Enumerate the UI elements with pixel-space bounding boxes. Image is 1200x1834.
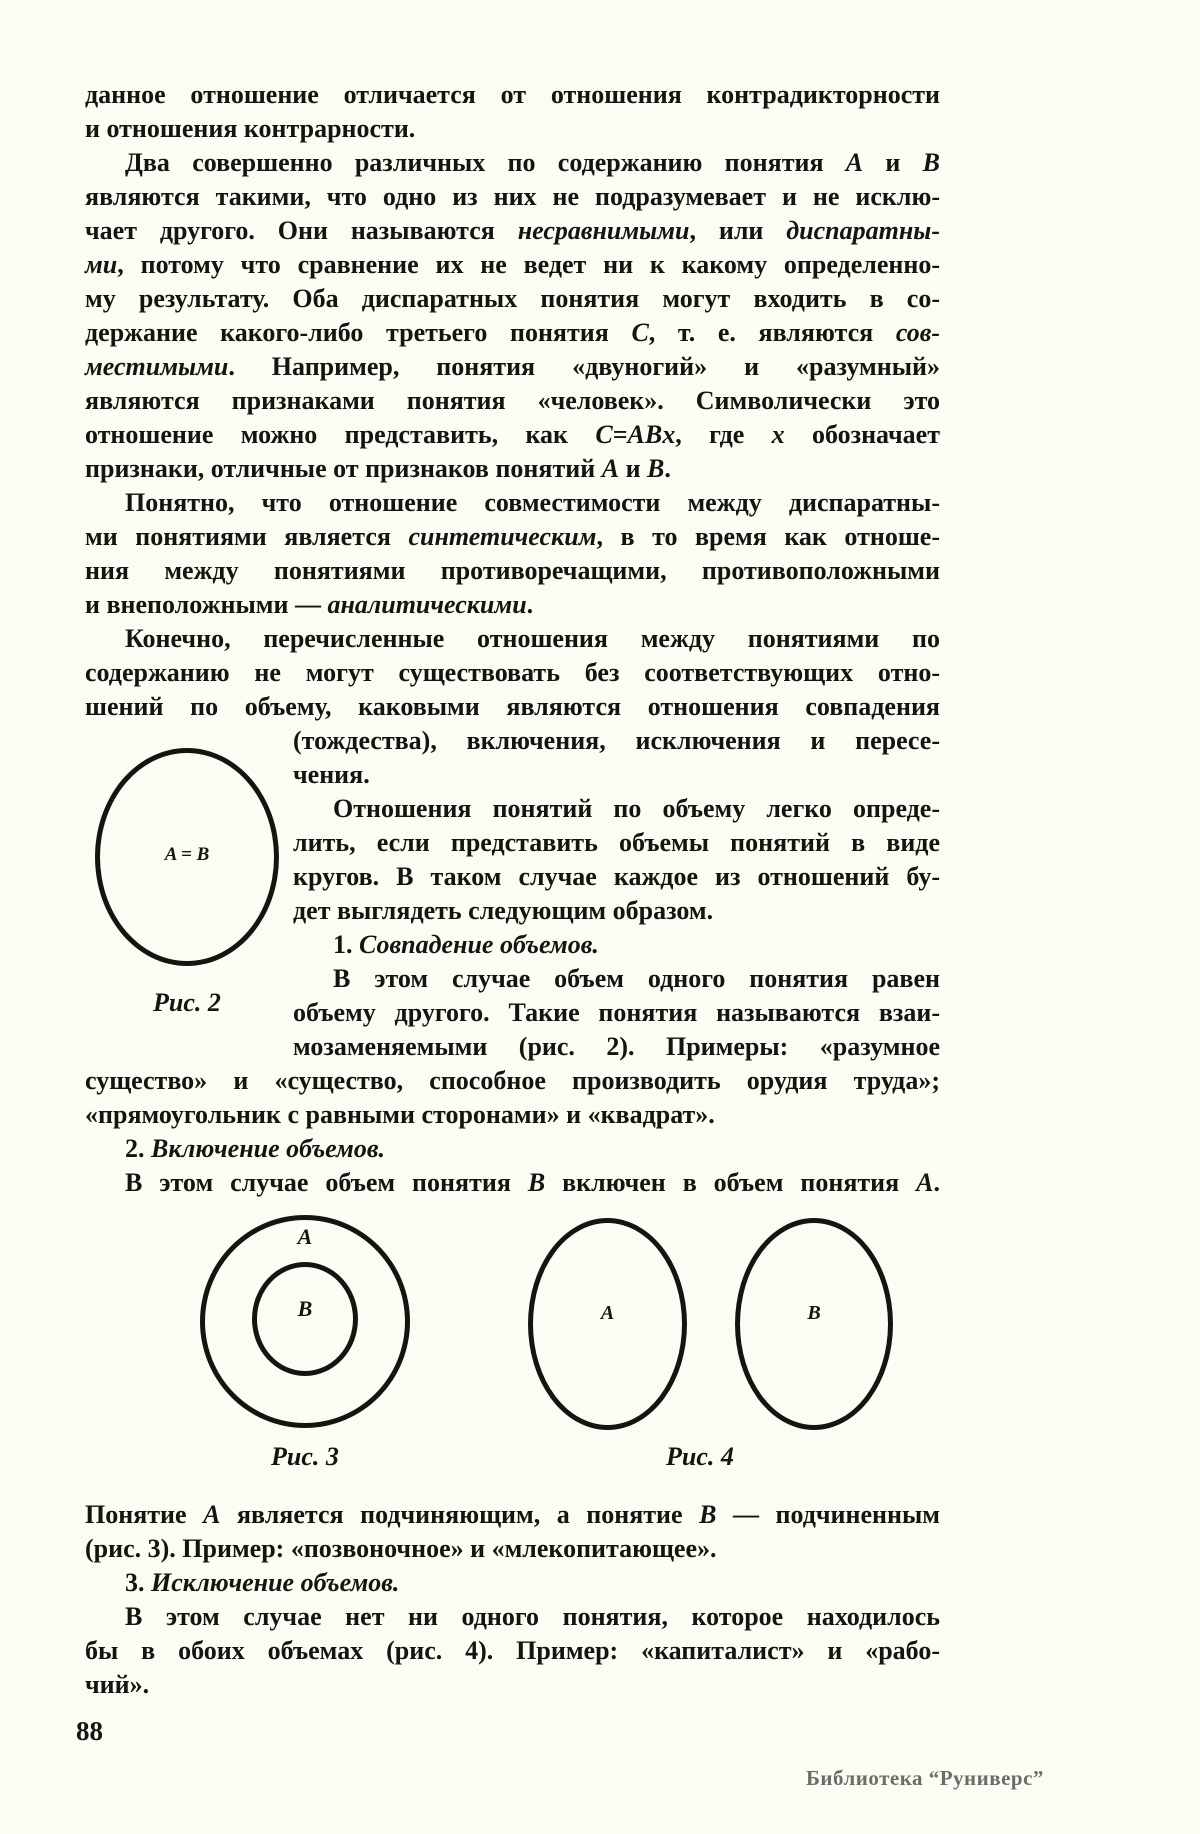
fig2-caption: Рис. 2 — [153, 988, 221, 1017]
text-line: Конечно, перечисленные отношения между понятиями по — [125, 624, 940, 653]
text-line: 3. Исключение объемов. — [125, 1568, 400, 1597]
text-line: держание какого-либо третьего понятия C, т. е. являются сов- — [85, 318, 940, 347]
text-line: (рис. 3). Пример: «позвоночное» и «млекопитающее». — [85, 1534, 717, 1563]
text-line: чает другого. Они называются несравнимыми, или диспаратны- — [85, 216, 940, 245]
fig4-label-a: A — [600, 1302, 615, 1324]
text-line: Отношения понятий по объему легко опреде- — [333, 794, 940, 823]
text-line: ми, потому что сравнение их не ведет ни к какому определенно- — [85, 250, 940, 279]
fig4-label-b: B — [807, 1302, 821, 1324]
text-line: являются такими, что одно из них не подразумевает и не исклю- — [85, 182, 940, 211]
text-line: признаки, отличные от признаков понятий A и B. — [85, 454, 671, 483]
text-line: чий». — [85, 1670, 150, 1699]
text-line: лить, если представить объемы понятий в виде — [293, 828, 940, 857]
text-line: 1. Совпадение объемов. — [333, 930, 599, 959]
text-line: и внеположными — аналитическими. — [85, 590, 534, 619]
text-line: дет выглядеть следующим образом. — [293, 896, 714, 925]
text-line: отношение можно представить, как C=ABx, где x обозначает — [85, 420, 940, 449]
text-line: «прямоугольник с равными сторонами» и «квадрат». — [85, 1100, 715, 1129]
text-line: шений по объему, каковыми являются отношения совпадения — [85, 692, 940, 721]
text-line: ния между понятиями противоречащими, противоположными — [85, 556, 940, 585]
bottom-text-block — [85, 1498, 940, 1702]
page-number: 88 — [76, 1716, 103, 1746]
text-line: данное отношение отличается от отношения контрадикторности — [85, 80, 940, 109]
text-line: содержанию не могут существовать без соответствующих отно- — [85, 658, 940, 687]
text-line: местимыми. Например, понятия «двуногий» и «разумный» — [85, 352, 940, 381]
text-line: объему другого. Такие понятия называются взаи- — [293, 998, 940, 1027]
text-line: и отношения контрарности. — [85, 114, 416, 143]
text-line: мозаменяемыми (рис. 2). Примеры: «разумное — [293, 1032, 940, 1061]
text-line: В этом случае объем одного понятия равен — [333, 964, 940, 993]
text-line: В этом случае объем понятия B включен в объем понятия A. — [125, 1168, 940, 1197]
main-text-block — [85, 78, 940, 1200]
library-watermark: Библиотека “Руниверс” — [806, 1766, 1044, 1790]
fig4-caption: Рис. 4 — [666, 1442, 734, 1471]
fig3-caption: Рис. 3 — [271, 1442, 339, 1471]
text-line: бы в обоих объемах (рис. 4). Пример: «капиталист» и «рабо- — [85, 1636, 940, 1665]
text-line: 2. Включение объемов. — [125, 1134, 385, 1163]
text-line: му результату. Оба диспаратных понятия могут входить в со- — [85, 284, 940, 313]
text-line: Два совершенно различных по содержанию понятия A и B — [125, 148, 940, 177]
text-line: (тождества), включения, исключения и пересе- — [293, 726, 940, 755]
text-line: чения. — [293, 760, 370, 789]
fig3-label-a: A — [297, 1224, 313, 1249]
fig3-label-b: B — [297, 1296, 313, 1321]
text-line: Понятие A является подчиняющим, а понятие B — подчиненным — [85, 1500, 940, 1529]
text-line: ми понятиями является синтетическим, в то время как отноше- — [85, 522, 940, 551]
text-line: В этом случае нет ни одного понятия, которое находилось — [125, 1602, 940, 1631]
text-line: Понятно, что отношение совместимости между диспаратны- — [125, 488, 940, 517]
text-line: являются признаками понятия «человек». Символически это — [85, 386, 940, 415]
text-line: кругов. В таком случае каждое из отношений бу- — [293, 862, 940, 891]
fig2-label: A = B — [164, 844, 210, 865]
text-line: существо» и «существо, способное производить орудия труда»; — [85, 1066, 940, 1095]
